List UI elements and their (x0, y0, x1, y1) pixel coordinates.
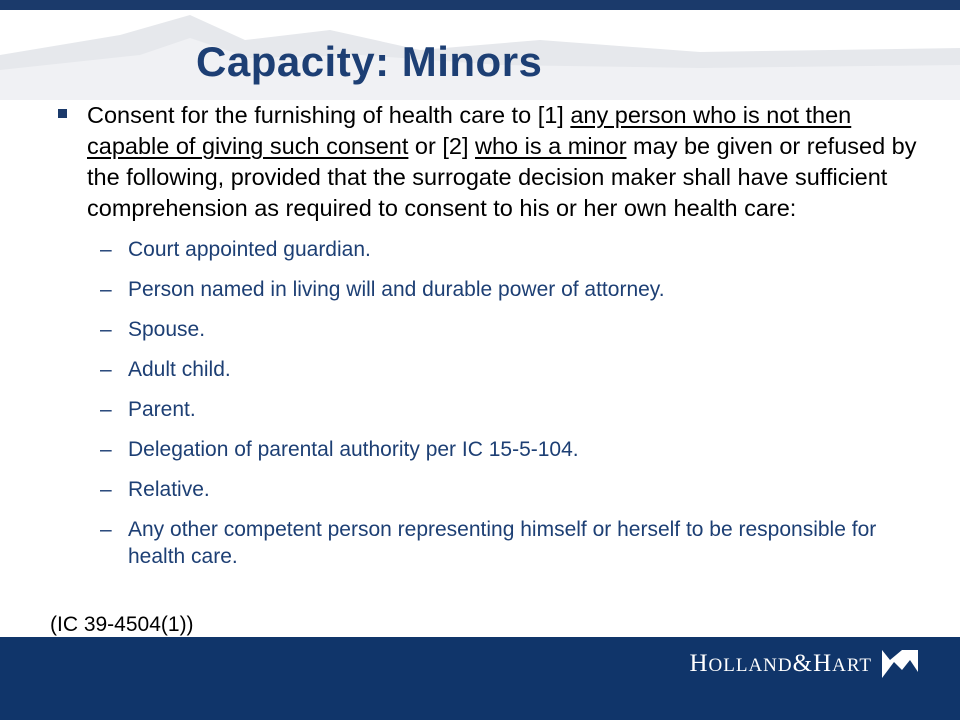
logo-amp: & (792, 650, 814, 677)
dash-bullet: – (100, 358, 112, 381)
top-accent-bar (0, 0, 960, 10)
slide-title: Capacity: Minors (196, 38, 543, 85)
list-item (58, 316, 918, 343)
list-item-text: Person named in living will and durable power of attorney. (128, 278, 665, 301)
dash-bullet: – (100, 478, 112, 501)
surrogate-list (58, 236, 918, 570)
list-item (58, 396, 918, 423)
list-item-text: Relative. (128, 478, 210, 501)
dash-bullet: – (100, 398, 112, 421)
list-item-text: Parent. (128, 398, 196, 421)
list-item-text: Spouse. (128, 318, 206, 341)
list-item (58, 356, 918, 383)
intro-underlined-1: any person who is not then capable of giving such consent (87, 102, 852, 159)
list-item (58, 516, 918, 570)
slide-body (58, 100, 918, 583)
logo-art: ART (832, 655, 872, 676)
intro-text-3: may be given or refused by the following, provided that the surrogate decision maker shall have sufficient comprehension as required to consent to his or her own health care: (87, 133, 917, 221)
dash-bullet: – (100, 238, 112, 261)
statute-citation: (IC 39-4504(1)) (50, 613, 194, 636)
list-item (58, 476, 918, 503)
intro-underlined-2: who is a minor (475, 133, 627, 159)
list-item-text: Court appointed guardian. (128, 238, 371, 261)
list-item (58, 436, 918, 463)
mountain-logo-icon (880, 648, 920, 688)
list-item-text: Adult child. (128, 358, 231, 381)
list-item-text: Delegation of parental authority per IC 15-5-104. (128, 438, 579, 461)
logo-olland: OLLAND (708, 655, 793, 676)
list-item (58, 276, 918, 303)
list-item-text: Any other competent person representing himself or herself to be responsible for health care. (128, 518, 877, 568)
holland-hart-logo-text (689, 650, 872, 680)
dash-bullet: – (100, 318, 112, 341)
intro-text-1: Consent for the furnishing of health care to [1] (87, 102, 571, 128)
intro-text-2: or [2] (408, 133, 476, 159)
list-item (58, 236, 918, 263)
logo-h: H (689, 650, 709, 677)
dash-bullet: – (100, 518, 112, 541)
logo-h2: H (813, 650, 833, 677)
dash-bullet: – (100, 278, 112, 301)
main-bullet-paragraph (58, 100, 918, 224)
dash-bullet: – (100, 438, 112, 461)
square-bullet-icon (58, 109, 67, 118)
